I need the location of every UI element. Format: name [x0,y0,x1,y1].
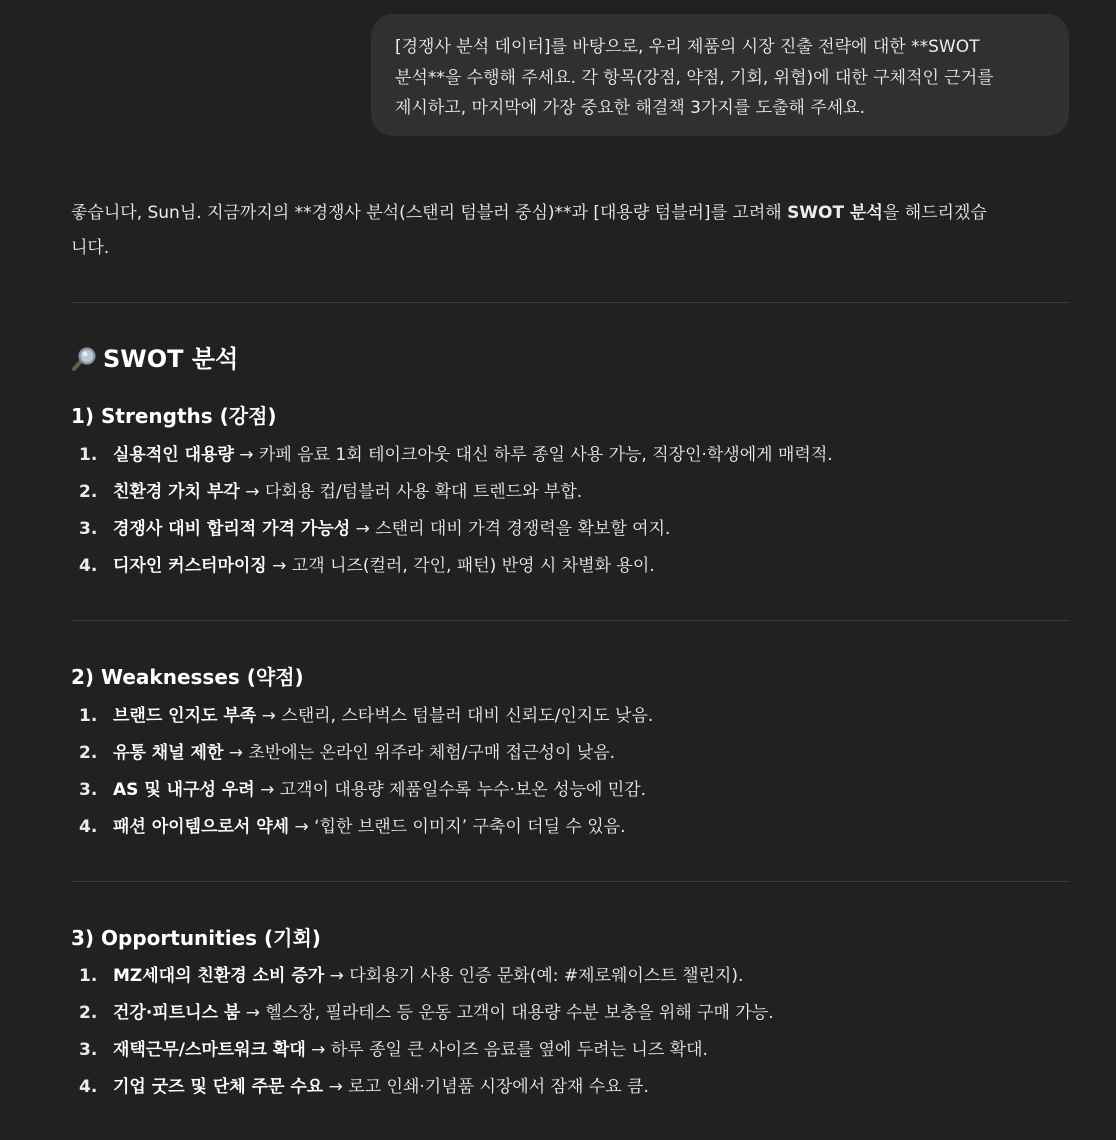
list-number: 3. [79,519,98,539]
item-bold-text: MZ세대의 친환경 소비 증가 [113,966,325,986]
list-item [71,809,1069,846]
item-text: → 다회용 컵/텀블러 사용 확대 트렌드와 부합. [239,482,583,502]
list-number: 4. [79,1077,98,1097]
item-text: → 스탠리, 스타벅스 텀블러 대비 신뢰도/인지도 낮음. [256,706,654,726]
swot-heading-text: SWOT 분석 [103,345,239,373]
user-message-bubble [371,14,1069,136]
section-title-weaknesses: 2) Weaknesses (약점) [71,665,304,689]
intro-text: 좋습니다, Sun님. 지금까지의 **경쟁사 분석(스탠리 텀블러 중심)**과 [대용량 텀블러]를 고려해 [71,203,788,223]
item-text: → 고객 니즈(컬러, 각인, 패턴) 반영 시 차별화 용이. [266,556,655,576]
item-bold-text: 패션 아이템으로서 약세 [113,817,290,837]
list-item [71,958,1069,995]
list-number: 4. [79,817,98,837]
item-text: → ‘힙한 브랜드 이미지’ 구축이 더딜 수 있음. [289,817,626,837]
item-text: → 초반에는 온라인 위주라 체험/구매 접근성이 낮음. [223,743,616,763]
intro-bold-text: SWOT 분석 [787,203,883,223]
user-message-line: 분석**을 수행해 주세요. 각 항목(강점, 약점, 기회, 위협)에 대한 구체적인 근거를 [395,67,994,88]
item-text: → 고객이 대용량 제품일수록 누수·보온 성능에 민감. [254,780,647,800]
item-bold-text: 브랜드 인지도 부족 [113,706,257,726]
list-number: 4. [79,556,98,576]
item-text: → 카페 음료 1회 테이크아웃 대신 하루 종일 사용 가능, 직장인·학생에게 매력적. [233,445,833,465]
divider [71,302,1069,303]
intro-text: 니다. [71,238,110,258]
section-title-strengths: 1) Strengths (강점) [71,404,277,428]
item-text: → 다회용기 사용 인증 문화(예: #제로웨이스트 챌린지). [324,966,744,986]
item-text: → 스탠리 대비 가격 경쟁력을 확보할 여지. [350,519,671,539]
user-message-line: 제시하고, 마지막에 가장 중요한 해결책 3가지를 도출해 주세요. [395,98,865,118]
list-item [71,995,1069,1032]
list-item [71,772,1069,809]
list-item [71,437,1069,474]
list-number: 2. [79,743,98,763]
list-item [71,474,1069,511]
item-text: → 하루 종일 큰 사이즈 음료를 옆에 두려는 니즈 확대. [305,1040,708,1060]
item-bold-text: 경쟁사 대비 합리적 가격 가능성 [113,519,351,539]
assistant-intro [71,196,1069,266]
item-bold-text: 건강·피트니스 붐 [113,1003,241,1023]
opportunities-list [71,958,1069,1106]
list-number: 2. [79,1003,98,1023]
item-bold-text: 디자인 커스터마이징 [113,556,267,576]
divider [71,881,1069,882]
strengths-list [71,437,1069,585]
item-bold-text: 실용적인 대용량 [113,445,234,465]
list-number: 1. [79,706,98,726]
user-message-line: [경쟁사 분석 데이터]를 바탕으로, 우리 제품의 시장 진출 전략에 대한 **SWOT [395,37,980,57]
list-number: 3. [79,780,98,800]
swot-heading [71,344,238,374]
list-number: 3. [79,1040,98,1060]
divider [71,620,1069,621]
item-bold-text: 재택근무/스마트워크 확대 [113,1040,306,1060]
section-title-opportunities: 3) Opportunities (기회) [71,926,321,950]
list-number: 1. [79,966,98,986]
item-bold-text: 유통 채널 제한 [113,743,224,763]
item-text: → 헬스장, 필라테스 등 운동 고객이 대용량 수분 보충을 위해 구매 가능. [240,1003,774,1023]
intro-text: 을 해드리겠습 [882,203,987,223]
list-item [71,511,1069,548]
weaknesses-list [71,698,1069,846]
magnifying-glass-icon [71,346,97,372]
list-item [71,1069,1069,1106]
list-number: 1. [79,445,98,465]
item-bold-text: 친환경 가치 부각 [113,482,240,502]
item-text: → 로고 인쇄·기념품 시장에서 잠재 수요 큼. [323,1077,649,1097]
list-item [71,698,1069,735]
item-bold-text: AS 및 내구성 우려 [113,780,255,800]
list-item [71,735,1069,772]
list-number: 2. [79,482,98,502]
list-item [71,548,1069,585]
list-item [71,1032,1069,1069]
item-bold-text: 기업 굿즈 및 단체 주문 수요 [113,1077,324,1097]
